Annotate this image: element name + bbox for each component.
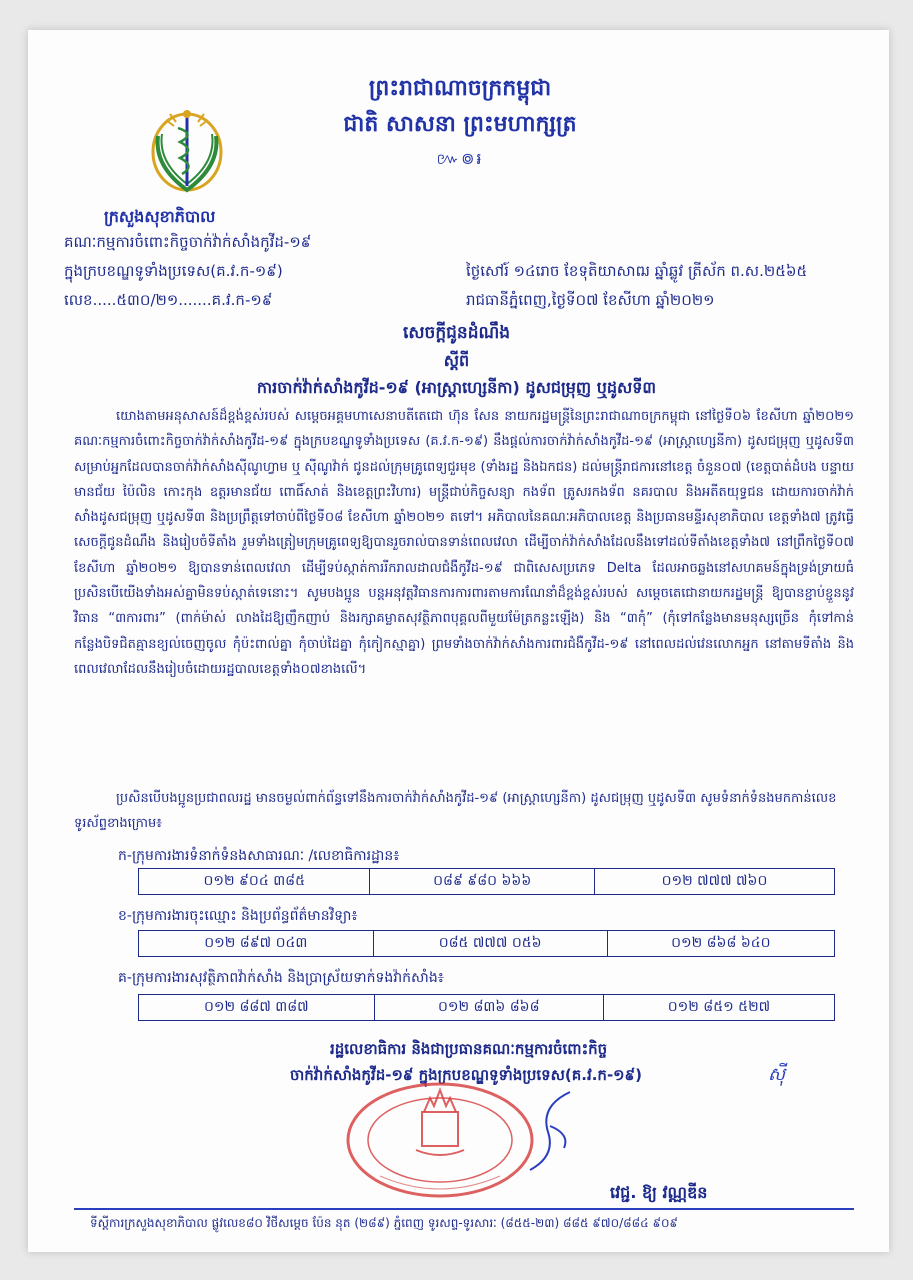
reference-number: លេខ.....៥៣០/២១.......គ.វ.ក-១៩ <box>64 291 273 309</box>
official-stamp-icon <box>340 1076 540 1200</box>
lunar-date: ថ្ងៃសៅរ៍ ១៤រោច ខែទុតិយាសាឍ ឆ្នាំឆ្លូវ ត្រីស័ក ព.ស.២៥៦៥ <box>466 262 808 280</box>
contact-table-vaccine-safety <box>138 994 835 1021</box>
document-title: សេចក្ដីជូនដំណឹង <box>402 323 511 343</box>
handwritten-signature-icon <box>520 1086 580 1176</box>
national-motto: ជាតិ សាសនា ព្រះមហាក្សត្រ <box>343 112 577 137</box>
table-row <box>139 869 835 895</box>
phone-number: ០១២ ៨៦៨ ៦៤០ <box>607 931 834 957</box>
contact-table-registration <box>138 930 835 957</box>
contact-group-label: គ-ក្រុមការងារសុវត្ថិភាពវ៉ាក់សាំង និងប្រាស្រ័យទាក់ទងវ៉ាក់សាំង៖ <box>118 970 444 986</box>
kingdom-title: ព្រះរាជាណាចក្រកម្ពុជា <box>368 76 552 101</box>
document-subject: ការចាក់វ៉ាក់សាំងកូវីដ-១៩ (អាស្ត្រាហ្សេនីកា) ដូសជម្រុញ ឬដូសទី៣ <box>256 378 657 397</box>
phone-number: ០១២ ៨៨៧ ៣៨៧ <box>139 995 375 1021</box>
solar-date: រាជធានីភ្នំពេញ,ថ្ងៃទី០៧ ខែសីហា ឆ្នាំ២០២១ <box>466 291 715 309</box>
handwritten-initial: ស៊ី <box>768 1064 786 1085</box>
committee-name-line1: គណៈកម្មការចំពោះកិច្ចចាក់វ៉ាក់សាំងកូវីដ-១៩ <box>64 233 312 251</box>
committee-name-line2: ក្នុងក្របខណ្ឌទូទាំងប្រទេស(គ.វ.ក-១៩) <box>64 262 283 280</box>
header-ornament: ៚៙៛ <box>436 149 484 168</box>
table-row <box>139 995 835 1021</box>
phone-number: ០១២ ៩០៤ ៣៨៥ <box>139 869 370 895</box>
contact-group-label: ខ-ក្រុមការងារចុះឈ្មោះ និងប្រព័ន្ធព័ត៌មានវិទ្យា៖ <box>118 908 358 924</box>
body-paragraph-2: ប្រសិនបើបងប្អូនប្រជាពលរដ្ឋ មានចម្ងល់ពាក់ព័ន្ធទៅនឹងការចាក់វ៉ាក់សាំងកូវីដ-១៩ (អាស្ត្រាហ្សេនីកា) ដូសជម្រុញ ឬដូសទី៣ សូមទំនាក់ទំនងមកកាន់លេខទូរស័ព្ទខាងក្រោម៖ <box>74 791 837 832</box>
table-row <box>139 931 835 957</box>
ministry-emblem-icon <box>148 106 226 198</box>
contact-group-label: ក-ក្រុមការងារទំនាក់ទំនងសាធារណៈ /លេខាធិការដ្ឋាន៖ <box>118 848 400 864</box>
signatory-title-line2: ចាក់វ៉ាក់សាំងកូវីដ-១៩ ក្នុងក្របខណ្ឌទូទាំងប្រទេស(គ.វ.ក-១៩) <box>290 1066 643 1084</box>
phone-number: ០១២ ៧៧៧ ៧៦០ <box>594 869 834 895</box>
footer-address: ទីស្តីការក្រសួងសុខាភិបាល ផ្លូវលេខ៨០ វិថីសម្ដេច ប៉ែន នុត (២៨៩) ភ្នំពេញ ទូរសព្ទ-ទូរសារៈ (៨៥៥-២៣) ៨៨៥ ៩៧០/៨៨៤ ៩០៩ <box>90 1216 678 1230</box>
document-about: ស្ដីពី <box>443 351 470 370</box>
signatory-title-line1: រដ្ឋលេខាធិការ និងជាប្រធានគណៈកម្មការចំពោះកិច្ច <box>330 1040 608 1058</box>
signer-name: វេជ្ជ. ឱ្យ វណ្ណឌីន <box>610 1183 708 1202</box>
ministry-name: ក្រសួងសុខាភិបាល <box>104 207 216 226</box>
body-paragraph-1: យោងតាមអនុសាសន៍ដ៏ខ្ពង់ខ្ពស់របស់ សម្ដេចអគ្គមហាសេនាបតីតេជោ ហ៊ុន សែន នាយករដ្ឋមន្ត្រីនៃព្រះរាជាណាចក្រកម្ពុជា នៅថ្ងៃទី០៦ ខែសីហា ឆ្នាំ២០២១ គណៈកម្មការចំពោះកិច្ចចាក់វ៉ាក់សាំងកូវីដ-១៩ ក្នុងក្របខណ្ឌទូទាំងប្រទេស (គ.វ.ក-១៩) នឹងផ្ដល់ការចាក់វ៉ាក់សាំងកូវីដ-១៩ (អាស្ត្រាហ្សេនីកា) ដូសជម្រុញ ឬដូសទី៣ សម្រាប់អ្នកដែលបានចាក់វ៉ាក់សាំងស៊ីណូហ្វាម ឬ ស៊ីណូវ៉ាក់ ជូនដល់ក្រុមគ្រូពេទ្យជួរមុខ (ទាំងរដ្ឋ និងឯកជន) ដល់មន្ត្រីរាជការនៅខេត្ត ចំនួន០៧ (ខេត្តបាត់ដំបង បន្ទាយមានជ័យ ប៉ៃលិន កោះកុង ឧត្ដរមានជ័យ ពោធិ៍សាត់ និងខេត្តព្រះវិហារ) មន្ត្រីជាប់កិច្ចសន្យា កងទ័ព ត្រូសរកងទ័ព នគរបាល និងអតីតយុទ្ធជន ដោយការចាក់វ៉ាក់សាំងដូសជម្រុញ ឬដូសទី៣ និងប្រព្រឹត្តទៅចាប់ពីថ្ងៃទី០៨ ខែសីហា ឆ្នាំ២០២១ តទៅ។ អភិបាលនៃគណៈអភិបាលខេត្ត និងប្រធានមន្ទីរសុខាភិបាល ខេត្តទាំង៧ ត្រូវធ្វើសេចក្ដីជូនដំណឹង និងរៀបចំទីតាំង រួមទាំងត្រៀមក្រុមគ្រូពេទ្យឱ្យបានរួចរាល់បានទាន់ពេលវេលា ដើម្បីចាក់វ៉ាក់សាំងដែលនឹងទៅដល់ទីតាំងខេត្តទាំង៧ នៅព្រឹកថ្ងៃទី០៧ ខែសីហា ឆ្នាំ២០២១ ឱ្យបានទាន់ពេលវេលា ដើម្បីទប់ស្កាត់ការរីករាលដាលជំងឺកូវីដ-១៩ ជាពិសេសប្រភេទ Delta ដែលអាចឆ្លងនៅសហគមន៍ក្នុងទ្រង់ទ្រាយធំ ប្រសិនបើយើងទាំងអស់គ្នាមិនទប់ស្កាត់ទេនោះ។ សូមបងប្អូន បន្តអនុវត្តវិធានការការពារតាមការណែនាំដ៏ខ្ពង់ខ្ពស់របស់ សម្ដេចតេជោនាយករដ្ឋមន្ត្រី ឱ្យបានខ្ជាប់ខ្ជួននូវវិធាន “៣ការពារ” (ពាក់ម៉ាស់ លាងដៃឱ្យញឹកញាប់ និងរក្សាគម្លាតសុវត្ថិភាពបុគ្គលពីមួយម៉ែត្រកន្លះឡើង) និង “៣កុំ” (កុំទៅកន្លែងមានមនុស្សច្រើន កុំទៅកាន់កន្លែងបិទជិតគ្មានខ្យល់ចេញចូល កុំប៉ះពាល់គ្នា កុំចាប់ដៃគ្នា កុំកៀកស្មាគ្នា) ព្រមទាំងចាក់វ៉ាក់សាំងការពារជំងឺកូវីដ-១៩ នៅពេលដល់វេនលោកអ្នក នៅតាមទីតាំង និងពេលវេលាដែលនឹងរៀបចំដោយរដ្ឋបាលខេត្តទាំង០៧ខាងលើ។ <box>74 409 854 677</box>
phone-number: ០៨៩ ៩៨០ ៦៦៦ <box>370 869 595 895</box>
phone-number: ០១២ ៨៥១ ៥២៧ <box>603 995 834 1021</box>
contact-table-public-relations <box>138 868 835 895</box>
phone-number: ០១២ ៨៣៦ ៨៦៨ <box>374 995 603 1021</box>
phone-number: ០៨៥ ៧៧៧ ០៥៦ <box>373 931 607 957</box>
footer-divider <box>74 1208 854 1210</box>
phone-number: ០១២ ៨៩៧ ០៤៣ <box>139 931 374 957</box>
